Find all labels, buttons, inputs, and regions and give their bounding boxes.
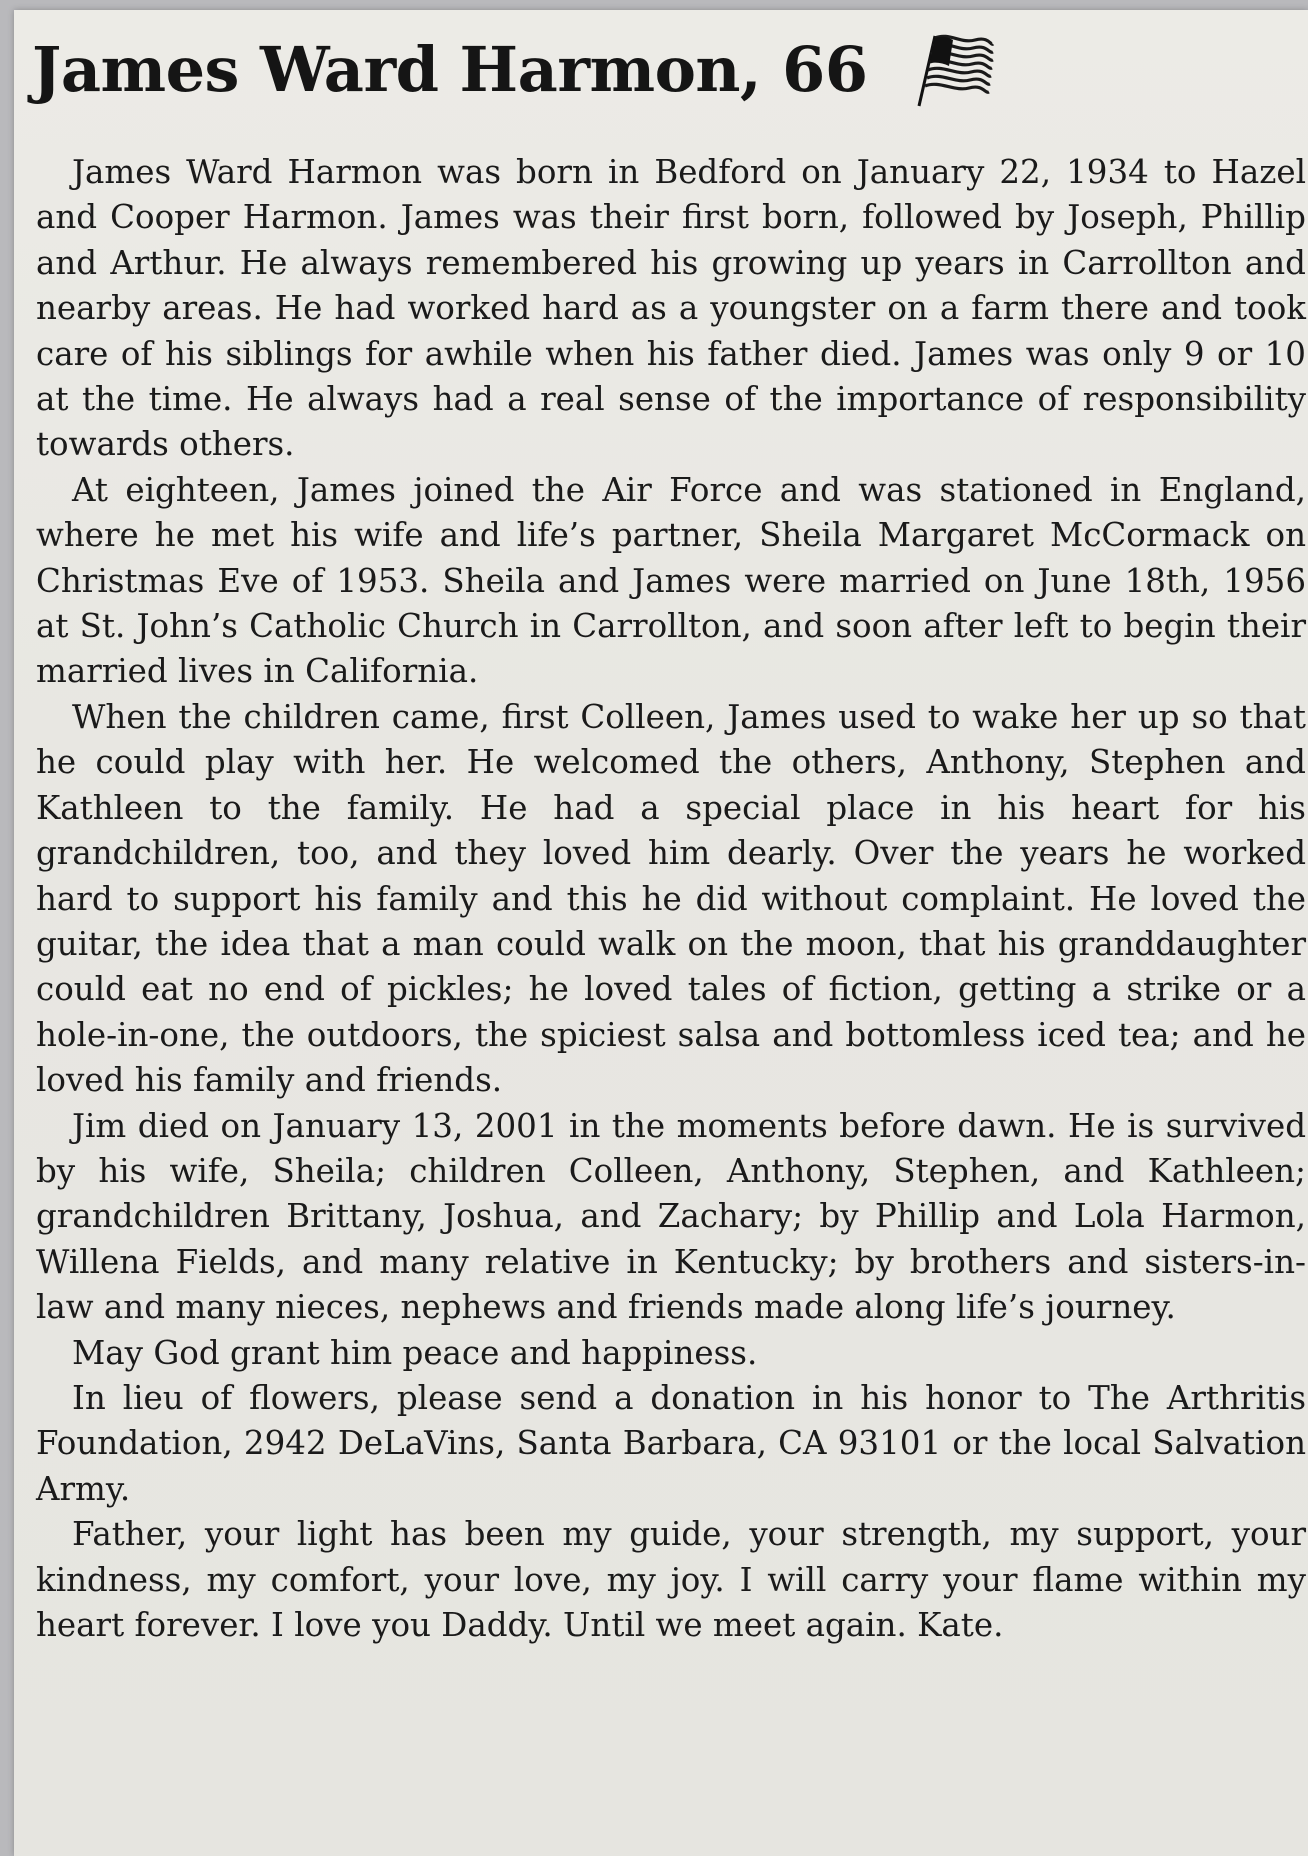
paragraph-donations: In lieu of flowers, please send a donation in his honor to The Arthritis Foundation, 2942 DeLaVins, Santa Barbara, CA 93101 or the local Salvation Army. — [36, 1378, 1306, 1508]
paragraph-family: When the children came, first Colleen, James used to wake her up so that he could play with her. He welcomed the others, Anthony, Stephen and Kathleen to the family. He had a special place in his heart for his grandchildren, too, and they loved him dearly. Over the years he worked hard to support his family and this he did without complaint. He loved the guitar, the idea that a man could walk on the moon, that his granddaughter could eat no end of pickles; he loved tales of fiction, getting a strike or a hole-in-one, the outdoors, the spiciest salsa and bottomless iced tea; and he loved his family and friends. — [36, 697, 1306, 1100]
headline-row — [32, 24, 995, 114]
newspaper-clipping — [14, 10, 1308, 1856]
american-flag-icon — [913, 30, 995, 112]
paragraph-survivors: Jim died on January 13, 2001 in the moments before dawn. He is survived by his wife, Sheila; children Colleen, Anthony, Stephen, and Kathleen; grandchildren Brittany, Joshua, and Zachary; by Phillip and Lola Harmon, Willena Fields, and many relative in Kentucky; by brothers and sisters-in-law and many nieces, nephews and friends made along life’s journey. — [36, 1106, 1306, 1327]
paragraph-tribute: Father, your light has been my guide, your strength, my support, your kindness, my comfort, your love, my joy. I will carry your flame within my heart forever. I love you Daddy. Until we meet again. Kate. — [36, 1515, 1306, 1644]
obituary-headline: James Ward Harmon, 66 — [32, 32, 868, 106]
obituary-body — [36, 150, 1306, 1648]
paragraph-biography: James Ward Harmon was born in Bedford on January 22, 1934 to Hazel and Cooper Harmon. James was their first born, followed by Joseph, Phillip and Arthur. He always remembered his growing up years in Carrollton and nearby areas. He had worked hard as a youngster on a farm there and took care of his siblings for awhile when his father died. James was only 9 or 10 at the time. He always had a real sense of the importance of responsibility towards others. — [36, 153, 1306, 464]
paragraph-blessing: May God grant him peace and happiness. — [72, 1333, 758, 1372]
paragraph-marriage: At eighteen, James joined the Air Force and was stationed in England, where he met his wife and life’s partner, Sheila Margaret McCormack on Christmas Eve of 1953. Sheila and James were married on June 18th, 1956 at St. John’s Catholic Church in Carrollton, and soon after left to begin their married lives in California. — [36, 470, 1306, 691]
